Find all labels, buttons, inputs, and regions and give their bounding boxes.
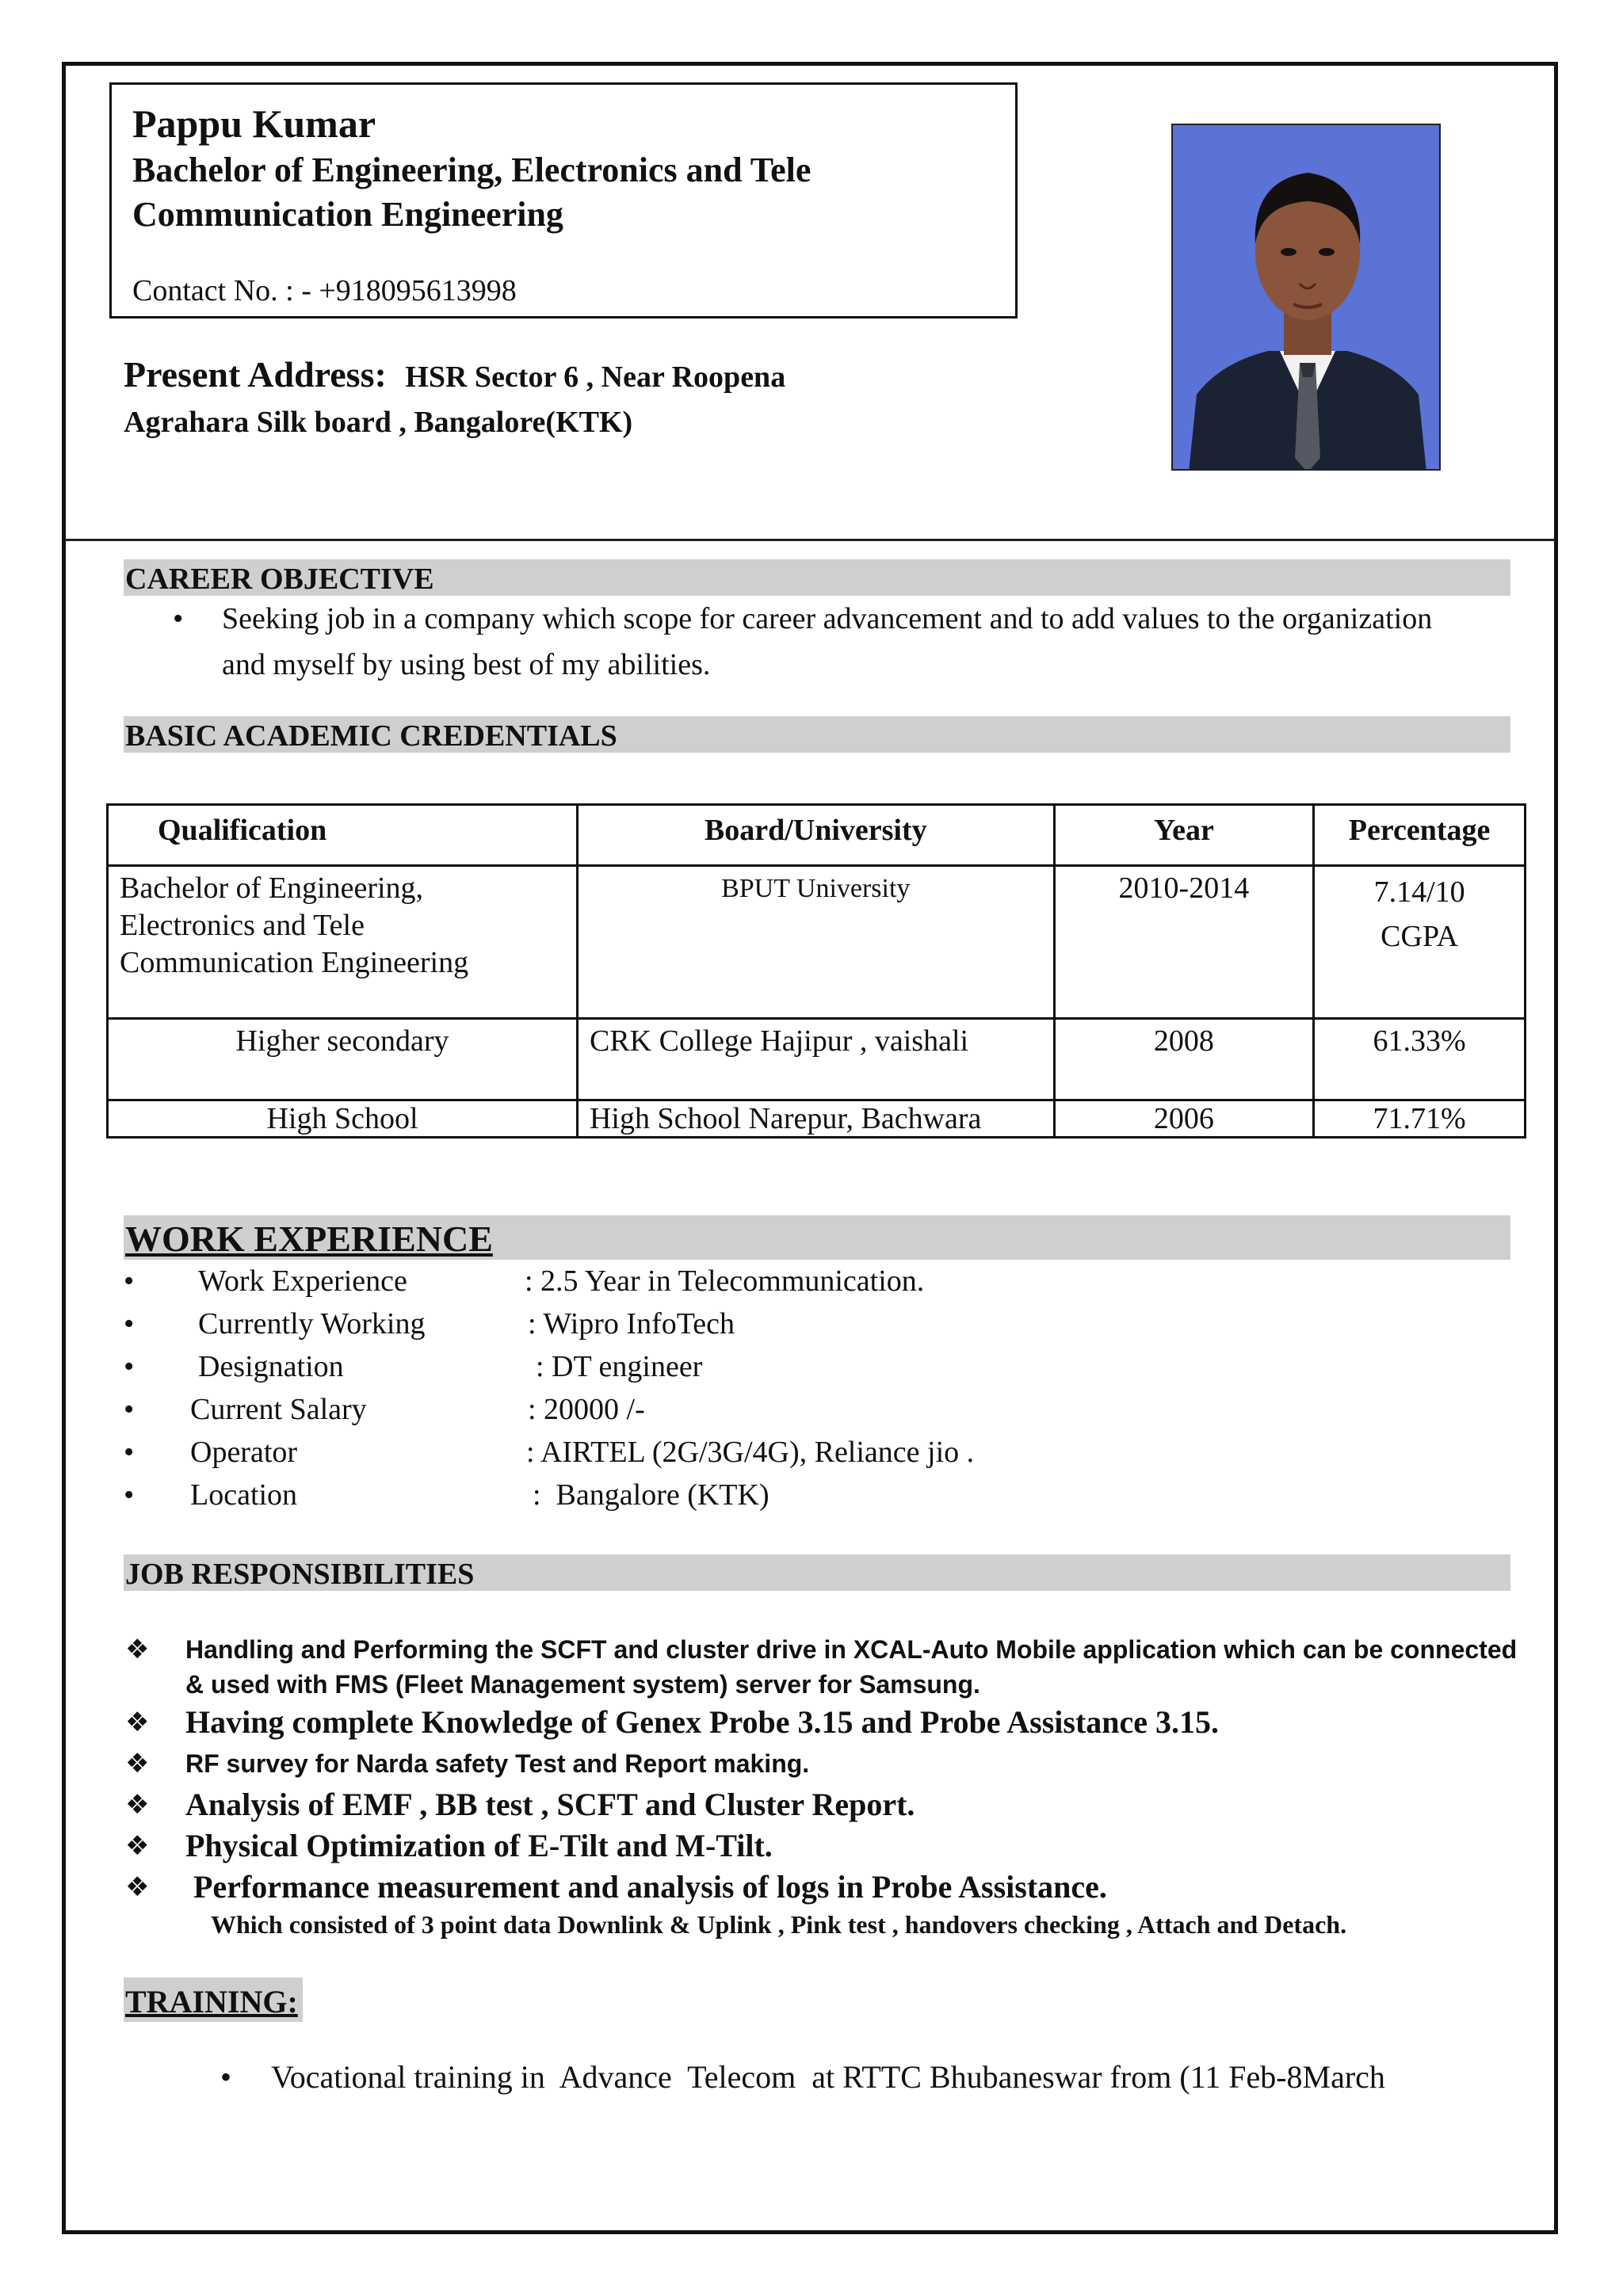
list-item [124, 1632, 1534, 1702]
career-objective-heading: CAREER OBJECTIVE [124, 559, 1510, 596]
percentage-value: 7.14/10 [1373, 875, 1465, 909]
address-label: Present Address: [124, 354, 387, 395]
work-label: Currently Working [198, 1307, 426, 1341]
board-cell: CRK College Hajipur , vaishali [577, 1019, 1054, 1100]
degree-line-2: Communication Engineering [132, 195, 563, 234]
work-label: Operator [190, 1436, 298, 1469]
job-sub-note: Which consisted of 3 point data Downlink & Uplink , Pink test , handovers checking , Attach and Detach. [211, 1910, 1347, 1939]
profile-photo [1171, 124, 1441, 471]
list-item [124, 1825, 1534, 1867]
work-experience-heading [124, 1215, 1510, 1260]
table-row [108, 1100, 1526, 1138]
list-item [124, 1702, 1534, 1743]
diamond-bullet-icon: ❖ [125, 1789, 150, 1821]
bullet-icon: • [124, 1478, 135, 1512]
address-line-2: Agrahara Silk board , Bangalore(KTK) [124, 406, 633, 439]
career-objective-bullet: Seeking job in a company which scope for career advancement and to add values to the organization and myself by using best of my abilities. [222, 602, 1433, 681]
percentage-cell [1314, 866, 1526, 1019]
bullet-icon: • [124, 1307, 135, 1341]
diamond-bullet-icon: ❖ [125, 1707, 150, 1738]
bullet-icon: • [124, 1350, 135, 1383]
year-cell: 2008 [1054, 1019, 1314, 1100]
contact-number: Contact No. : - +918095613998 [132, 274, 517, 307]
job-item: Physical Optimization of E-Tilt and M-Tilt. [185, 1828, 773, 1863]
training-heading [124, 1978, 303, 2022]
year-cell: 2006 [1054, 1100, 1314, 1138]
board-cell: BPUT University [577, 866, 1054, 1019]
board-cell: High School Narepur, Bachwara [577, 1100, 1054, 1138]
job-item: Performance measurement and analysis of logs in Probe Assistance. [193, 1869, 1107, 1905]
candidate-name: Pappu Kumar [132, 101, 376, 146]
work-value: : Wipro InfoTech [528, 1307, 735, 1341]
job-responsibilities-heading: JOB RESPONSIBILITIES [124, 1554, 1510, 1591]
academic-table [106, 803, 1526, 1138]
bullet-icon: • [220, 2059, 232, 2095]
academic-heading: BASIC ACADEMIC CREDENTIALS [124, 716, 1510, 753]
work-value: : AIRTEL (2G/3G/4G), Reliance jio . [526, 1436, 975, 1469]
work-experience-title: WORK EXPERIENCE [125, 1219, 493, 1259]
diamond-bullet-icon: ❖ [125, 1748, 150, 1779]
portrait-image [1173, 125, 1441, 471]
percentage-unit: CGPA [1381, 920, 1459, 953]
list-item [124, 1743, 1534, 1784]
column-header: Board/University [577, 805, 1054, 866]
header-box [109, 82, 1018, 318]
percentage-cell: 61.33% [1314, 1019, 1526, 1100]
qualification-cell: Bachelor of Engineering, Electronics and Tele Communication Engineering [108, 866, 578, 1019]
bullet-icon: • [124, 1393, 135, 1426]
list-item [124, 1784, 1534, 1825]
work-label: Current Salary [190, 1393, 367, 1426]
diamond-bullet-icon: ❖ [125, 1634, 150, 1665]
present-address [124, 352, 785, 444]
column-header: Year [1054, 805, 1314, 866]
year-cell: 2010-2014 [1054, 866, 1314, 1019]
work-value: : 20000 /- [528, 1393, 645, 1426]
percentage-cell: 71.71% [1314, 1100, 1526, 1138]
work-value: : DT engineer [536, 1350, 703, 1383]
work-value: : Bangalore (KTK) [533, 1478, 769, 1512]
column-header: Qualification [108, 805, 578, 866]
job-responsibilities-list [124, 1632, 1534, 1941]
training-title: TRAINING: [125, 1984, 298, 2019]
job-item: RF survey for Narda safety Test and Report making. [185, 1749, 810, 1778]
work-value: : 2.5 Year in Telecommunication. [525, 1264, 925, 1298]
training-text: Vocational training in Advance Telecom at RTTC Bhubaneswar from (11 Feb-8March [271, 2059, 1385, 2095]
column-header: Percentage [1314, 805, 1526, 866]
bullet-icon: • [124, 1436, 135, 1469]
table-row [108, 1019, 1526, 1100]
qualification-cell: Higher secondary [108, 1019, 578, 1100]
table-header-row [108, 805, 1526, 866]
qualification-cell: High School [108, 1100, 578, 1138]
address-line-1: HSR Sector 6 , Near Roopena [405, 360, 786, 394]
bullet-icon: • [124, 1264, 135, 1298]
work-label: Designation [198, 1350, 344, 1383]
diamond-bullet-icon: ❖ [125, 1871, 150, 1903]
bullet-icon: • [173, 602, 184, 635]
job-item: Handling and Performing the SCFT and cluster drive in XCAL-Auto Mobile application which can be connected & used with FMS (Fleet Management system) server for Samsung. [185, 1635, 1518, 1699]
work-label: Location [190, 1478, 298, 1512]
job-item: Analysis of EMF , BB test , SCFT and Cluster Report. [185, 1787, 915, 1822]
list-item [124, 1867, 1534, 1941]
work-label: Work Experience [198, 1264, 407, 1298]
table-row [108, 866, 1526, 1019]
training-item [220, 2055, 1385, 2100]
career-objective-text [173, 596, 1472, 688]
diamond-bullet-icon: ❖ [125, 1830, 150, 1862]
degree-line-1: Bachelor of Engineering, Electronics and Tele [132, 151, 812, 189]
header-divider [65, 539, 1555, 541]
job-item: Having complete Knowledge of Genex Probe 3.15 and Probe Assistance 3.15. [185, 1704, 1220, 1740]
